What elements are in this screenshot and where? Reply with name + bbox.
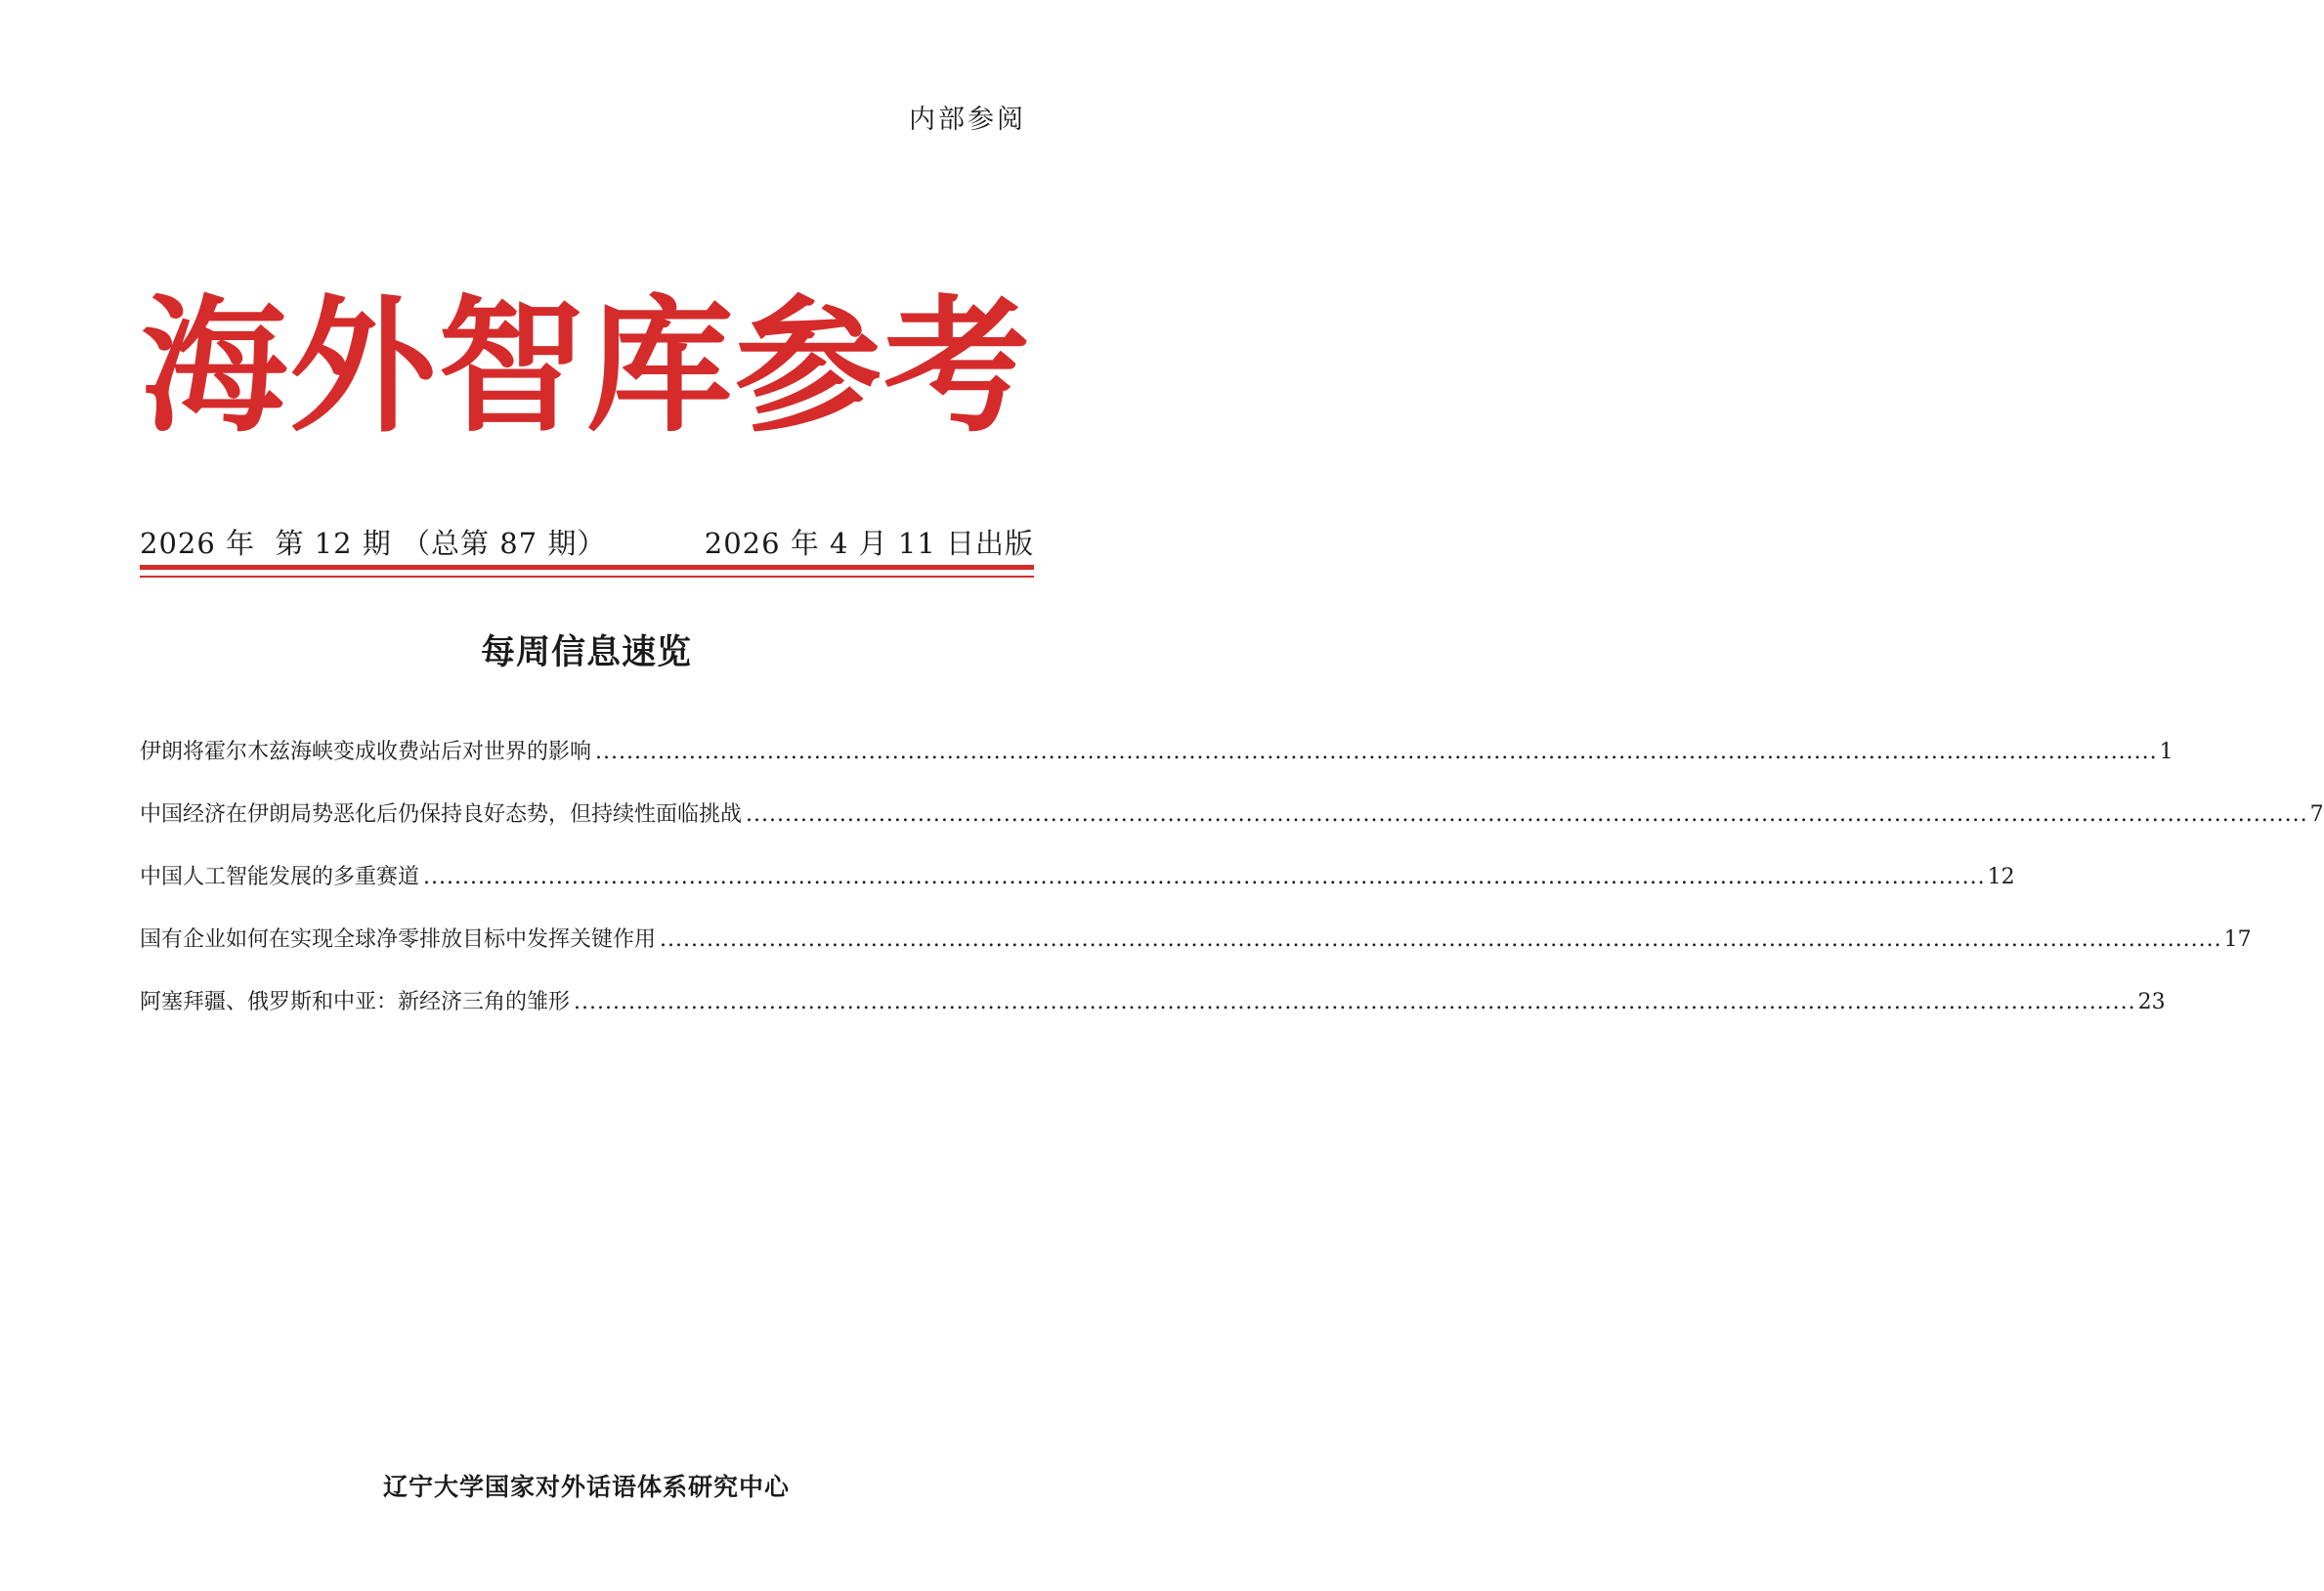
toc-item-page: 17 xyxy=(2223,927,2252,952)
toc-leader: ........................................................................................................................................................................................................ xyxy=(595,740,2158,764)
toc-leader: ........................................................................................................................................................................................................ xyxy=(660,927,2222,952)
divider-thick xyxy=(140,565,1034,570)
toc-item-page: 7 xyxy=(2309,802,2324,827)
toc-item-title: 伊朗将霍尔木兹海峡变成收费站后对世界的影响 xyxy=(140,740,592,764)
toc-item-page: 12 xyxy=(1987,865,2015,889)
toc-item[interactable] xyxy=(140,735,2173,797)
confidential-label: 内部参阅 xyxy=(909,105,1026,135)
toc-leader: ........................................................................................................................................................................................................ xyxy=(574,990,2136,1014)
toc-item-page: 1 xyxy=(2159,740,2173,764)
toc-item-title: 国有企业如何在实现全球净零排放目标中发挥关键作用 xyxy=(140,927,657,952)
masthead-title: 海外智库参考 xyxy=(140,280,1032,452)
toc-item-page: 23 xyxy=(2137,990,2166,1014)
toc-item[interactable] xyxy=(140,923,2252,985)
toc-item-title: 中国人工智能发展的多重赛道 xyxy=(140,865,420,889)
toc-leader: ........................................................................................................................................................................................................ xyxy=(423,865,1986,889)
toc-leader: ........................................................................................................................................................................................................ xyxy=(746,802,2308,827)
toc-item-title: 阿塞拜疆、俄罗斯和中亚：新经济三角的雏形 xyxy=(140,990,571,1014)
table-of-contents xyxy=(140,735,2324,1048)
section-title: 每周信息速览 xyxy=(480,633,692,672)
issue-number: 2026 年 第 12 期 （总第 87 期） xyxy=(140,527,607,560)
toc-item[interactable] xyxy=(140,860,2015,923)
issue-info xyxy=(140,522,1034,562)
toc-item-title: 中国经济在伊朗局势恶化后仍保持良好态势，但持续性面临挑战 xyxy=(140,802,743,827)
toc-item[interactable] xyxy=(140,797,2324,860)
toc-item[interactable] xyxy=(140,985,2166,1048)
divider-thin xyxy=(140,576,1034,578)
publication-date: 2026 年 4 月 11 日出版 xyxy=(704,527,1034,560)
publisher-footer: 辽宁大学国家对外话语体系研究中心 xyxy=(382,1473,790,1501)
